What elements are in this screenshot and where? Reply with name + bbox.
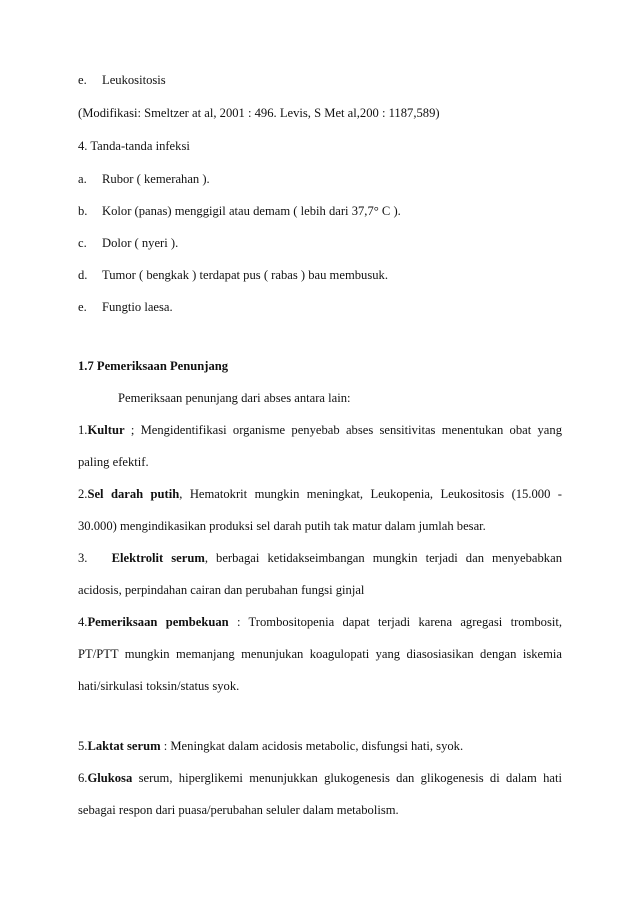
- item-number: 5.: [78, 739, 88, 753]
- item-number: 6.: [78, 771, 88, 785]
- item-text: , berbagai ketidakseimbangan mungkin terjadi dan menyebabkan: [204, 551, 562, 565]
- item-text: serum, hiperglikemi menunjukkan glukogenesis dan glikogenesis di dalam hati: [132, 771, 562, 785]
- list-item: [78, 267, 562, 283]
- list-text: Leukositosis: [102, 73, 166, 87]
- item-number: 1.: [78, 423, 88, 437]
- paragraph-sel-darah-line-1: [78, 486, 562, 502]
- item-term: Kultur: [87, 423, 125, 437]
- list-marker: e.: [78, 73, 87, 87]
- paragraph-elektrolit-line-1: [78, 550, 562, 566]
- section-4-heading: 4. Tanda-tanda infeksi: [78, 139, 190, 153]
- list-item: [78, 171, 562, 187]
- paragraph-pembekuan-line-1: [78, 614, 562, 630]
- citation: (Modifikasi: Smeltzer at al, 2001 : 496. Levis, S Met al,200 : 1187,589): [78, 106, 440, 120]
- paragraph-glukosa-line-1: [78, 770, 562, 786]
- list-text: Fungtio laesa.: [102, 300, 173, 314]
- paragraph-elektrolit-line-2: acidosis, perpindahan cairan dan perubahan fungsi ginjal: [78, 583, 365, 597]
- item-text: ; Mengidentifikasi organisme penyebab abses sensitivitas menentukan obat yang: [124, 423, 562, 437]
- item-number: 3.: [78, 551, 88, 565]
- item-number: 4.: [78, 615, 88, 629]
- list-item: [78, 235, 562, 251]
- list-marker: d.: [78, 268, 88, 282]
- list-text: Kolor (panas) menggigil atau demam ( lebih dari 37,7° C ).: [102, 204, 401, 218]
- list-text: Dolor ( nyeri ).: [102, 236, 179, 250]
- item-term: Pemeriksaan pembekuan: [87, 615, 229, 629]
- paragraph-sel-darah-line-2: 30.000) mengindikasikan produksi sel darah putih tak matur dalam jumlah besar.: [78, 519, 486, 533]
- section-intro: Pemeriksaan penunjang dari abses antara lain:: [118, 391, 351, 405]
- paragraph-glukosa-line-2: sebagai respon dari puasa/perubahan seluler dalam metabolism.: [78, 803, 399, 817]
- item-text: : Trombositopenia dapat terjadi karena agregasi trombosit,: [228, 615, 563, 629]
- item-text: : Meningkat dalam acidosis metabolic, disfungsi hati, syok.: [160, 739, 464, 753]
- list-text: Tumor ( bengkak ) terdapat pus ( rabas ) bau membusuk.: [102, 268, 388, 282]
- list-marker: e.: [78, 300, 87, 314]
- item-term: Elektrolit serum: [111, 551, 205, 565]
- paragraph-pembekuan-line-2: PT/PTT mungkin memanjang menunjukan koagulopati yang diasosiasikan dengan iskemia: [78, 647, 562, 661]
- list-marker: a.: [78, 172, 87, 186]
- section-1-7-heading: 1.7 Pemeriksaan Penunjang: [78, 359, 229, 373]
- paragraph-kultur-line-2: paling efektif.: [78, 455, 149, 469]
- item-term: Glukosa: [87, 771, 133, 785]
- list-item: [78, 299, 562, 315]
- item-term: Laktat serum: [87, 739, 161, 753]
- list-text: Rubor ( kemerahan ).: [102, 172, 210, 186]
- list-marker: c.: [78, 236, 87, 250]
- item-term: Sel darah putih: [87, 487, 180, 501]
- list-marker: b.: [78, 204, 88, 218]
- paragraph-laktat: [78, 738, 562, 754]
- paragraph-pembekuan-line-3: hati/sirkulasi toksin/status syok.: [78, 679, 240, 693]
- item-text: , Hematokrit mungkin meningkat, Leukopenia, Leukositosis (15.000 -: [179, 487, 562, 501]
- item-number: 2.: [78, 487, 88, 501]
- paragraph-kultur-line-1: [78, 422, 562, 438]
- list-item: [78, 72, 562, 88]
- list-item: [78, 203, 562, 219]
